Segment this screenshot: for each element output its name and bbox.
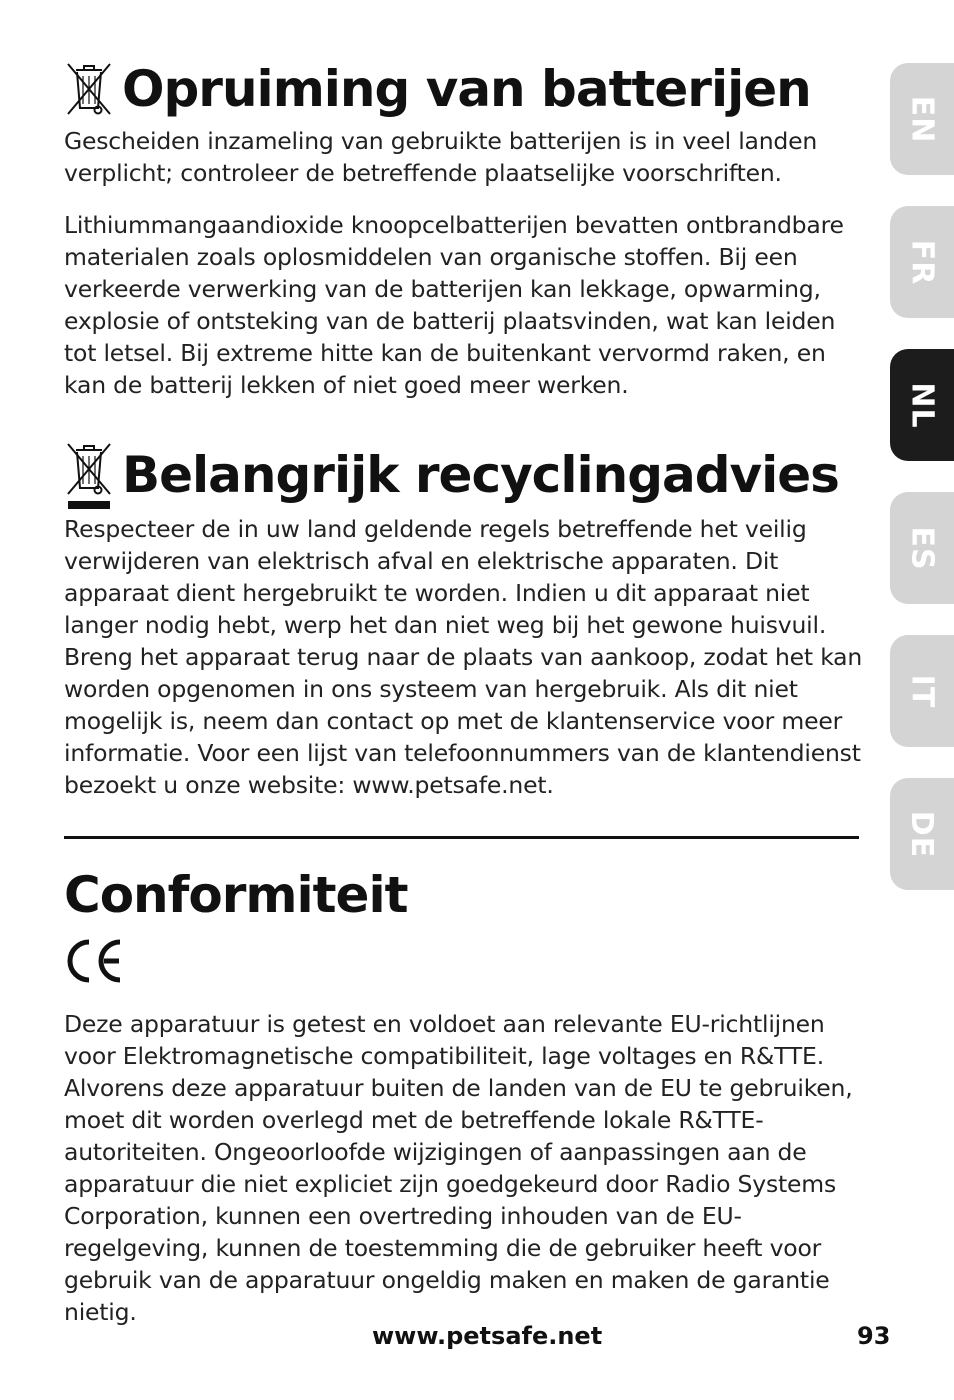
- conformity-paragraph: Deze apparatuur is getest en voldoet aan relevante EU-richtlijnen voor Elektromagnetische compatibiliteit, lage voltages en R&TTE. Alvorens deze apparatuur buiten de landen van de EU te gebruiken, moet dit worden overlegd met de betreffende lokale R&TTE-autoriteiten. Ongeoorloofde wijzigingen of aanpassingen aan de apparatuur die niet expliciet zijn goedgekeurd door Radio Systems Corporation, kunnen een overtreding inhouden van de EU-regelgeving, kunnen de toestemming die de gebruiker heeft voor gebruik van de apparatuur ongeldig maken en maken de garantie nietig.: [64, 1010, 853, 1326]
- language-tab-fr[interactable]: [890, 206, 954, 318]
- language-tab-label: NL: [904, 381, 940, 429]
- section-title-text: Belangrijk recyclingadvies: [122, 446, 839, 504]
- section-title-text: Opruiming van batterijen: [122, 60, 811, 118]
- batteries-paragraph-2: Lithiummangaandioxide knoopcelbatterijen bevatten ontbrandbare materialen zoals oplosmiddelen van organische stoffen. Bij een verkeerde verwerking van de batterijen kan lekkage, opwarming, explosie of ontsteking van de batterij plaatsvinden, wat kan leiden tot letsel. Bij extreme hitte kan de buitenkant vervormd raken, en kan de batterij lekken of niet goed meer werken.: [64, 211, 844, 399]
- section-title-batteries: [64, 60, 811, 118]
- recycling-paragraph: Respecteer de in uw land geldende regels betreffende het veilig verwijderen van elektrisch afval en elektrische apparaten. Dit apparaat dient hergebruikt te worden. Indien u dit apparaat niet langer nodig hebt, werp het dan niet weg bij het gewone huisvuil. Breng het apparaat terug naar de plaats van aankoop, zodat het kan worden opgenomen in ons systeem van hergebruik. Als dit niet mogelijk is, neem dan contact op met de klantenservice voor meer informatie. Voor een lijst van telefoonnummers van de klantendienst bezoekt u onze website: www.petsafe.net.: [64, 515, 863, 799]
- crossed-bin-icon: [64, 60, 114, 118]
- language-tab-es[interactable]: [890, 492, 954, 604]
- language-tab-label: FR: [904, 239, 940, 285]
- page-number: 93: [857, 1322, 891, 1350]
- language-tab-nl[interactable]: [890, 349, 954, 461]
- language-tab-en[interactable]: [890, 63, 954, 175]
- crossed-bin-icon: [64, 440, 114, 510]
- language-tab-label: ES: [904, 525, 940, 571]
- language-tab-label: DE: [904, 810, 940, 858]
- language-tab-label: EN: [904, 95, 940, 143]
- footer-website: www.petsafe.net: [372, 1322, 603, 1350]
- section-title-conformity: Conformiteit: [64, 866, 408, 924]
- ce-mark-icon: [64, 938, 124, 984]
- language-tab-label: IT: [904, 674, 940, 708]
- language-tab-de[interactable]: [890, 778, 954, 890]
- section-title-recycling: [64, 440, 839, 510]
- language-tab-it[interactable]: [890, 635, 954, 747]
- batteries-paragraph-1: Gescheiden inzameling van gebruikte batterijen is in veel landen verplicht; controleer de betreffende plaatselijke voorschriften.: [64, 127, 818, 187]
- section-divider: [64, 836, 859, 839]
